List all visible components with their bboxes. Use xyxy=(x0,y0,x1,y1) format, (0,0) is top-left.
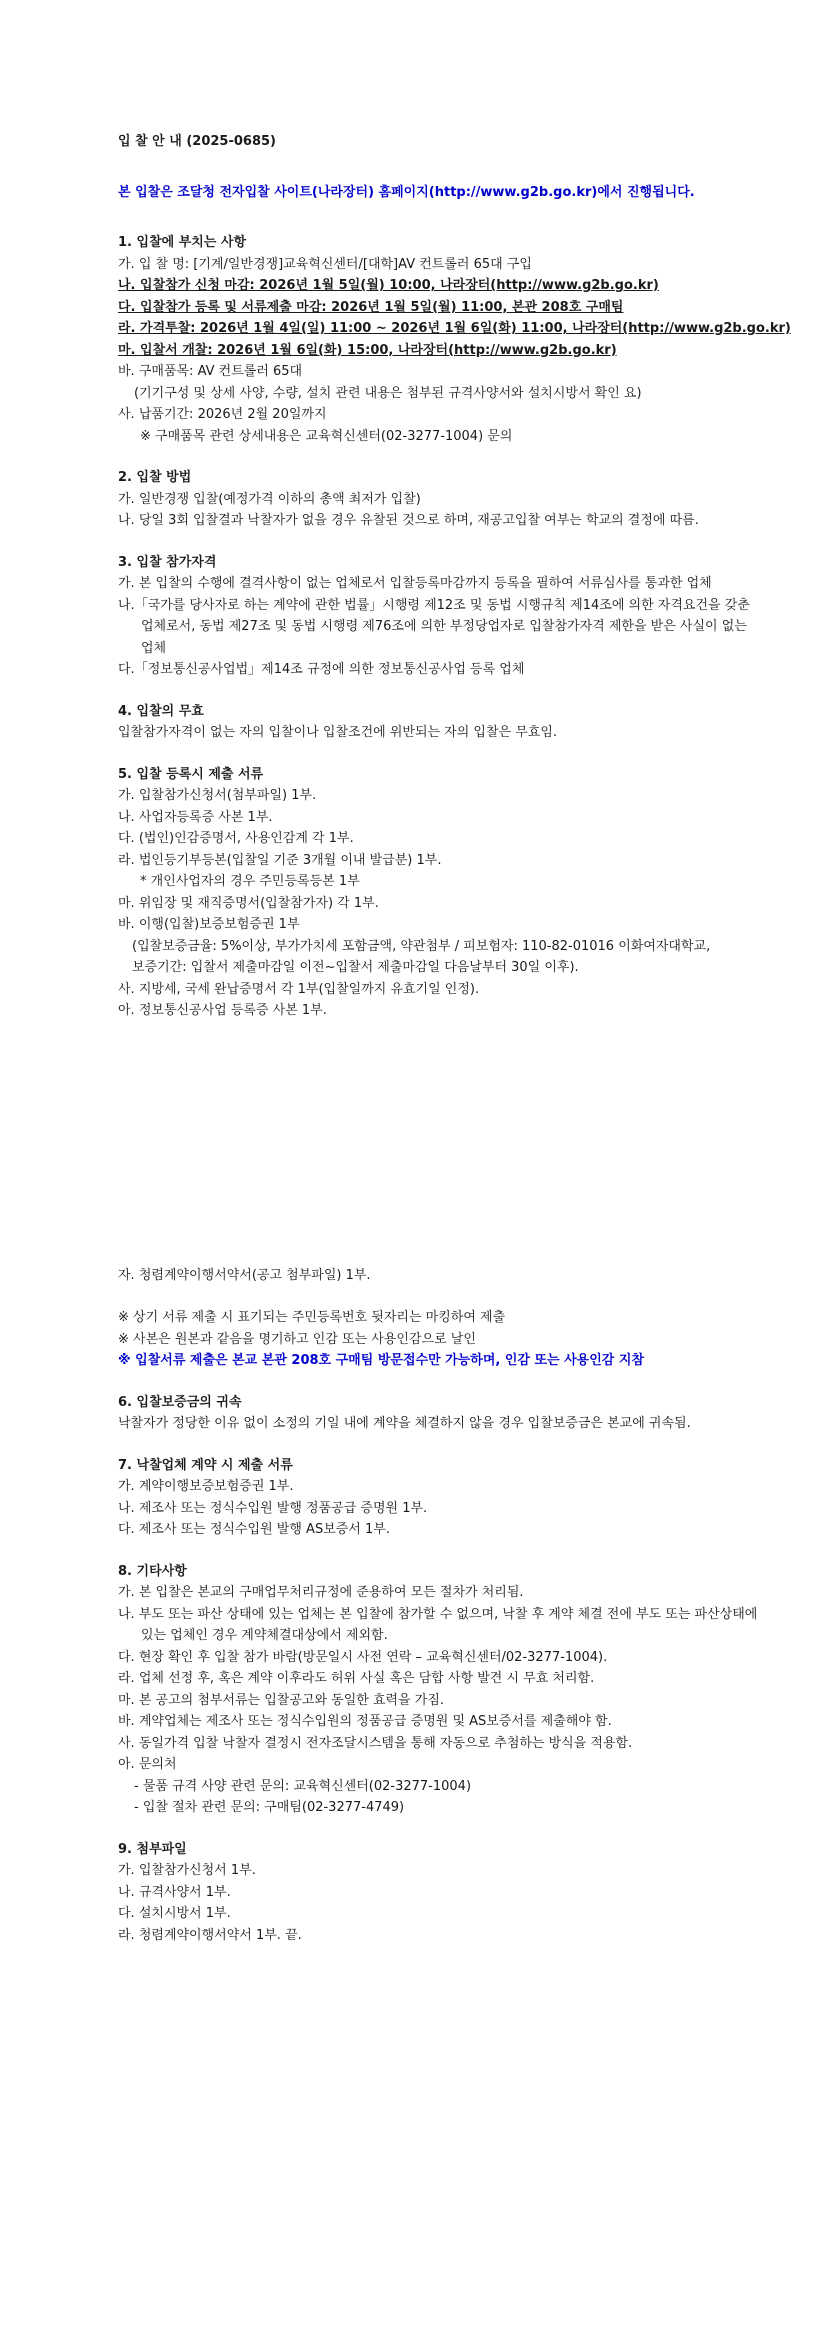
item-1-ba: 바. 구매품목: AV 컨트롤러 65대 xyxy=(118,364,303,379)
section-3-title: 3. 입찰 참가자격 xyxy=(118,554,217,570)
item-5-note-2: ※ 사본은 원본과 같음을 명기하고 인감 또는 사용인감으로 날인 xyxy=(118,1331,476,1347)
item-8-sa: 사. 동일가격 입찰 낙찰자 결정시 전자조달시스템을 통해 자동으로 추첨하는 방식을 적용함. xyxy=(118,1735,633,1751)
document-title: 입 찰 안 내 (2025-0685) xyxy=(118,134,276,149)
item-5-a: 아. 정보통신공사업 등록증 사본 1부. xyxy=(118,1003,327,1018)
attachment-install: 다. 설치시방서 1부. xyxy=(118,1906,231,1921)
attachment-integrity: 라. 청렴계약이행서약서 1부. 끝. xyxy=(118,1927,302,1943)
item-7-da: 다. 제조사 또는 정식수입원 발행 AS보증서 1부. xyxy=(118,1522,390,1537)
section-7 xyxy=(118,1455,758,1541)
bid-notice-document xyxy=(118,131,791,1946)
item-1-na-deadline: 나. 입찰참가 신청 마감: 2026년 1월 5일(월) 10:00, 나라장터(http://www.g2b.go.kr) xyxy=(118,278,659,293)
item-1-sa-note: ※ 구매품목 관련 상세내용은 교육혁신센터(02-3277-1004) 문의 xyxy=(140,428,513,444)
section-2 xyxy=(118,467,758,532)
item-5-note-3-highlight: ※ 입찰서류 제출은 본교 본관 208호 구매팀 방문접수만 가능하며, 인감 또는 사용인감 지참 xyxy=(118,1353,644,1368)
spacer xyxy=(118,1286,758,1307)
section-4-title: 4. 입찰의 무효 xyxy=(118,703,204,719)
item-5-ba: 바. 이행(입찰)보증보험증권 1부 xyxy=(118,917,300,932)
section-7-title: 7. 낙찰업체 계약 시 제출 서류 xyxy=(118,1457,293,1473)
notice-banner: 본 입찰은 조달청 전자입찰 사이트(나라장터) 홈페이지(http://www.g2b.go.kr)에서 진행됩니다. xyxy=(118,184,695,200)
item-8-da: 다. 현장 확인 후 입찰 참가 바람(방문일시 사전 연락 – 교육혁신센터/02-3277-1004). xyxy=(118,1649,608,1665)
item-5-note-1: ※ 상기 서류 제출 시 표기되는 주민등록번호 뒷자리는 마킹하여 제출 xyxy=(118,1310,506,1325)
section-4-body: 입찰참가자격이 없는 자의 입찰이나 입찰조건에 위반되는 자의 입찰은 무효임. xyxy=(118,725,558,740)
attachment-spec: 나. 규격사양서 1부. xyxy=(118,1884,231,1900)
item-7-ga: 가. 계약이행보증보험증권 1부. xyxy=(118,1479,294,1494)
item-8-a: 아. 문의처 xyxy=(118,1757,177,1772)
section-2-title: 2. 입찰 방법 xyxy=(118,470,192,485)
attachment-application: 가. 입찰참가신청서 1부. xyxy=(118,1863,256,1878)
item-8-ra: 라. 업체 선정 후, 혹은 계약 이후라도 허위 사실 혹은 담합 사항 발견 시 무효 처리함. xyxy=(118,1671,595,1686)
item-5-ba-note-1: (입찰보증금율: 5%이상, 부가가치세 포함금액, 약관첨부 / 피보험자: 110-82-01016 이화여자대학교, xyxy=(132,938,711,954)
item-8-ma: 마. 본 공고의 첨부서류는 입찰공고와 동일한 효력을 가짐. xyxy=(118,1692,445,1708)
section-4 xyxy=(118,701,758,744)
item-8-ga: 가. 본 입찰은 본교의 구매업무처리규정에 준용하여 모든 절차가 처리됨. xyxy=(118,1585,524,1600)
contact-procurement: - 입찰 절차 관련 문의: 구매팀(02-3277-4749) xyxy=(134,1800,405,1815)
item-7-na: 나. 제조사 또는 정식수입원 발행 정품공급 증명원 1부. xyxy=(118,1500,428,1516)
item-3-ga: 가. 본 입찰의 수행에 결격사항이 없는 업체로서 입찰등록마감까지 등록을 필하여 서류심사를 통과한 업체 xyxy=(118,576,712,591)
item-5-ra-note: * 개인사업자의 경우 주민등록등본 1부 xyxy=(140,874,360,889)
item-2-ga: 가. 일반경쟁 입찰(예정가격 이하의 총액 최저가 입찰) xyxy=(118,491,421,507)
item-5-na: 나. 사업자등록증 사본 1부. xyxy=(118,809,273,825)
item-3-da: 다.「정보통신공사업법」제14조 규정에 의한 정보통신공사업 등록 업체 xyxy=(118,662,525,677)
item-8-ba: 바. 계약업체는 제조사 또는 정식수입원의 정품공급 증명원 및 AS보증서를 제출해야 함. xyxy=(118,1714,612,1729)
item-5-ma: 마. 위임장 및 재직증명서(입찰참가자) 각 1부. xyxy=(118,895,379,911)
section-8-title: 8. 기타사항 xyxy=(118,1563,187,1579)
item-1-ga: 가. 입 찰 명: [기계/일반경쟁]교육혁신센터/[대학]AV 컨트롤러 65대 구입 xyxy=(118,256,532,272)
section-6-body: 낙찰자가 정당한 이유 없이 소정의 기일 내에 계약을 체결하지 않을 경우 입찰보증금은 본교에 귀속됨. xyxy=(118,1416,691,1431)
item-1-sa: 사. 납품기간: 2026년 2월 20일까지 xyxy=(118,407,327,422)
section-5 xyxy=(118,764,758,1372)
contact-spec: - 물품 규격 사양 관련 문의: 교육혁신센터(02-3277-1004) xyxy=(134,1778,472,1794)
section-5-title: 5. 입찰 등록시 제출 서류 xyxy=(118,766,264,782)
section-3 xyxy=(118,552,758,681)
item-5-sa: 사. 지방세, 국세 완납증명서 각 1부(입찰일까지 유효기일 인정). xyxy=(118,981,480,997)
section-1 xyxy=(118,232,791,447)
item-5-ga: 가. 입찰참가신청서(첨부파일) 1부. xyxy=(118,788,317,803)
section-9-title: 9. 첨부파일 xyxy=(118,1841,187,1857)
section-1-title: 1. 입찰에 부치는 사항 xyxy=(118,235,247,250)
item-5-da: 다. (법인)인감증명서, 사용인감계 각 1부. xyxy=(118,831,354,846)
section-9 xyxy=(118,1839,758,1947)
item-1-ra-bidding: 라. 가격투찰: 2026년 1월 4일(일) 11:00 ~ 2026년 1월 6일(화) 11:00, 나라장터(http://www.g2b.go.kr) xyxy=(118,321,791,336)
item-1-da-deadline: 다. 입찰참가 등록 및 서류제출 마감: 2026년 1월 5일(월) 11:00, 본관 208호 구매팀 xyxy=(118,299,624,315)
item-3-na: 나.「국가를 당사자로 하는 계약에 관한 법률」시행령 제12조 및 동법 시행규칙 제14조에 의한 자격요건을 갖춘 업체로서, 동법 제27조 및 동법 시행령 제76조에 의한 부정당업자로 입찰참가자격 제한을 받은 사실이 없는 업체 xyxy=(118,597,750,656)
item-5-ra: 라. 법인등기부등본(입찰일 기준 3개월 이내 발급분) 1부. xyxy=(118,852,442,868)
item-8-na: 나. 부도 또는 파산 상태에 있는 업체는 본 입찰에 참가할 수 없으며, 낙찰 후 계약 체결 전에 부도 또는 파산상태에 있는 업체인 경우 계약체결대상에서 제외함. xyxy=(118,1606,758,1643)
item-5-ja: 자. 청렴계약이행서약서(공고 첨부파일) 1부. xyxy=(118,1267,371,1283)
item-1-ba-note: (기기구성 및 상세 사양, 수량, 설치 관련 내용은 첨부된 규격사양서와 설치시방서 확인 요) xyxy=(134,385,642,401)
item-1-ma-opening: 마. 입찰서 개찰: 2026년 1월 6일(화) 15:00, 나라장터(http://www.g2b.go.kr) xyxy=(118,342,617,358)
section-6-title: 6. 입찰보증금의 귀속 xyxy=(118,1394,242,1410)
item-5-ba-note-2: 보증기간: 입찰서 제출마감일 이전~입찰서 제출마감일 다음날부터 30일 이후). xyxy=(132,960,579,975)
blank-space xyxy=(118,1022,758,1265)
section-6 xyxy=(118,1392,758,1435)
item-2-na: 나. 당일 3회 입찰결과 낙찰자가 없을 경우 유찰된 것으로 하며, 재공고입찰 여부는 학교의 결정에 따름. xyxy=(118,513,699,528)
section-8 xyxy=(118,1561,758,1819)
